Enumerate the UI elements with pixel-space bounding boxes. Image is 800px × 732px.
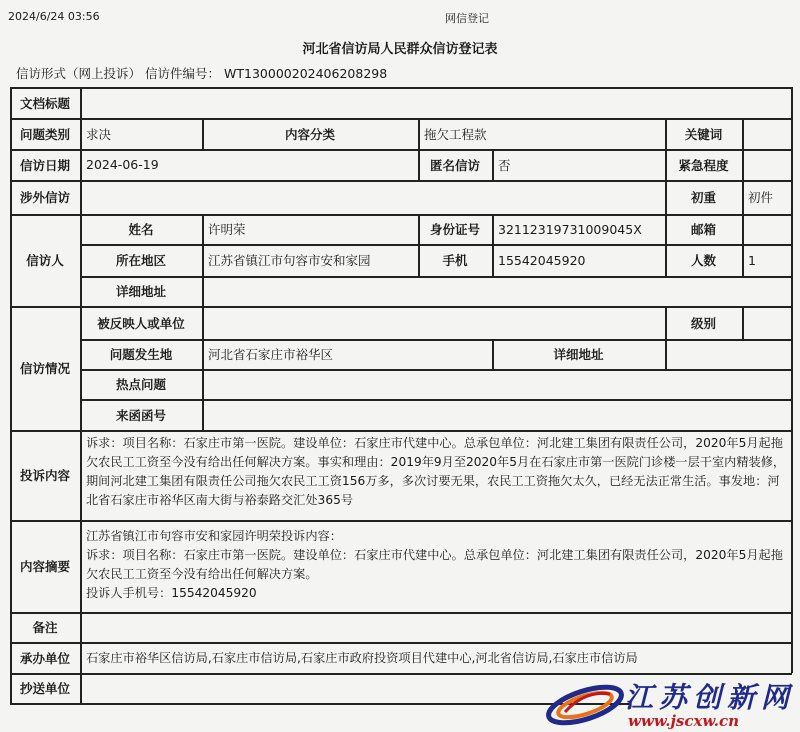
category-value: 求决 (86, 126, 112, 142)
urgency-label: 紧急程度 (678, 157, 729, 173)
level-label: 级别 (690, 315, 716, 331)
case-number: WT1300002024062082​98 (224, 66, 388, 81)
summary-line-3: 投诉人手机号：15542045920 (86, 586, 257, 600)
letter-number-label: 来函函号 (115, 407, 166, 423)
count-value: 1 (748, 252, 756, 268)
hot-issue-label: 热点问题 (115, 377, 166, 392)
summary-line-2: 诉求：项目名称：石家庄市第一医院。建设单位：石家庄市代建中心。总承包单位：河北建工集团有限责任公司，2020年5月起拖欠农民工工资至今没有给出任何解决方案。 (86, 548, 783, 581)
id-number-label: 身份证号 (429, 222, 480, 237)
remark-label: 备注 (32, 620, 58, 635)
situation-label: 信访情况 (19, 361, 70, 376)
summary-line-1: 江苏省镇江市句容市安和家园许明荣投诉内容： (86, 529, 342, 543)
summary-text (86, 527, 786, 603)
form-title: 河北省信访局人民群众信访登记表 (302, 42, 498, 57)
count-label: 人数 (690, 253, 716, 268)
watermark-name: 江苏创新网 (625, 681, 796, 714)
page-label: 网信登记 (445, 12, 489, 25)
cc-label: 抄送单位 (19, 681, 70, 696)
initial-label: 初重 (690, 190, 716, 205)
watermark-url: www.jscxw.cn (628, 712, 740, 730)
anonymous-label: 匿名信访 (429, 157, 480, 173)
name-value: 许明荣 (208, 222, 246, 237)
doc-title-label: 文档标题 (19, 95, 70, 111)
region-value: 江苏省镇江市句容市安和家园 (208, 253, 371, 268)
case-number-label: 信访件编号： (145, 66, 221, 81)
print-timestamp: 2024/6/24 03:56 (8, 10, 100, 23)
category-label: 问题类别 (19, 126, 70, 142)
date-value: 2024-06-19 (86, 157, 159, 172)
location-value: 河北省石家庄市裕华区 (208, 347, 334, 362)
detail-address-label-2: 详细地址 (553, 347, 604, 362)
date-label: 信访日期 (19, 157, 70, 173)
complaint-label: 投诉内容 (19, 468, 70, 483)
summary-label: 内容摘要 (19, 559, 70, 574)
content-class-value: 拖欠工程款 (424, 126, 487, 142)
mailbox-label: 邮箱 (690, 222, 716, 237)
phone-value: 15542045920 (498, 252, 586, 268)
region-label: 所在地区 (115, 253, 166, 268)
form-meta (16, 64, 391, 82)
complaint-text: 诉求：项目名称：石家庄市第一医院。建设单位：石家庄市代建中心。总承包单位：河北建工集团有限责任公司，2020年5月起拖欠农民工工资至今没有给出任何解决方案。事实和理由：2019年9月至2020年5月在石家庄市第一医院门诊楼一层干室内精装修，期间河北建工集团有限责任公司拖欠农民工工资156万多，多次讨要无果，农民工工资拖欠太久，已经无法正常生活。事发地：河北省石家庄市裕华区南大街与裕泰路交汇处365号 (86, 436, 786, 507)
handler-value: 石家庄市裕华区信访局,石家庄市信访局,石家庄市政府投资项目代建中心,河北省信访局,石家庄市信访局 (86, 651, 638, 665)
detail-address-label: 详细地址 (115, 284, 166, 299)
respondent-label: 被反映人或单位 (97, 315, 185, 331)
form-type: 信访形式（网上投诉） (16, 66, 142, 81)
location-label: 问题发生地 (109, 347, 173, 362)
name-label: 姓名 (128, 222, 154, 237)
petitioner-label: 信访人 (26, 253, 64, 268)
foreign-label: 涉外信访 (19, 190, 70, 205)
anonymous-value: 否 (498, 157, 511, 173)
initial-value: 初件 (748, 190, 774, 205)
handler-label: 承办单位 (19, 650, 70, 666)
content-class-label: 内容分类 (284, 126, 335, 142)
id-number-value: 32112319731009045X (498, 221, 642, 237)
keyword-label: 关键词 (684, 126, 723, 142)
phone-label: 手机 (442, 253, 468, 268)
